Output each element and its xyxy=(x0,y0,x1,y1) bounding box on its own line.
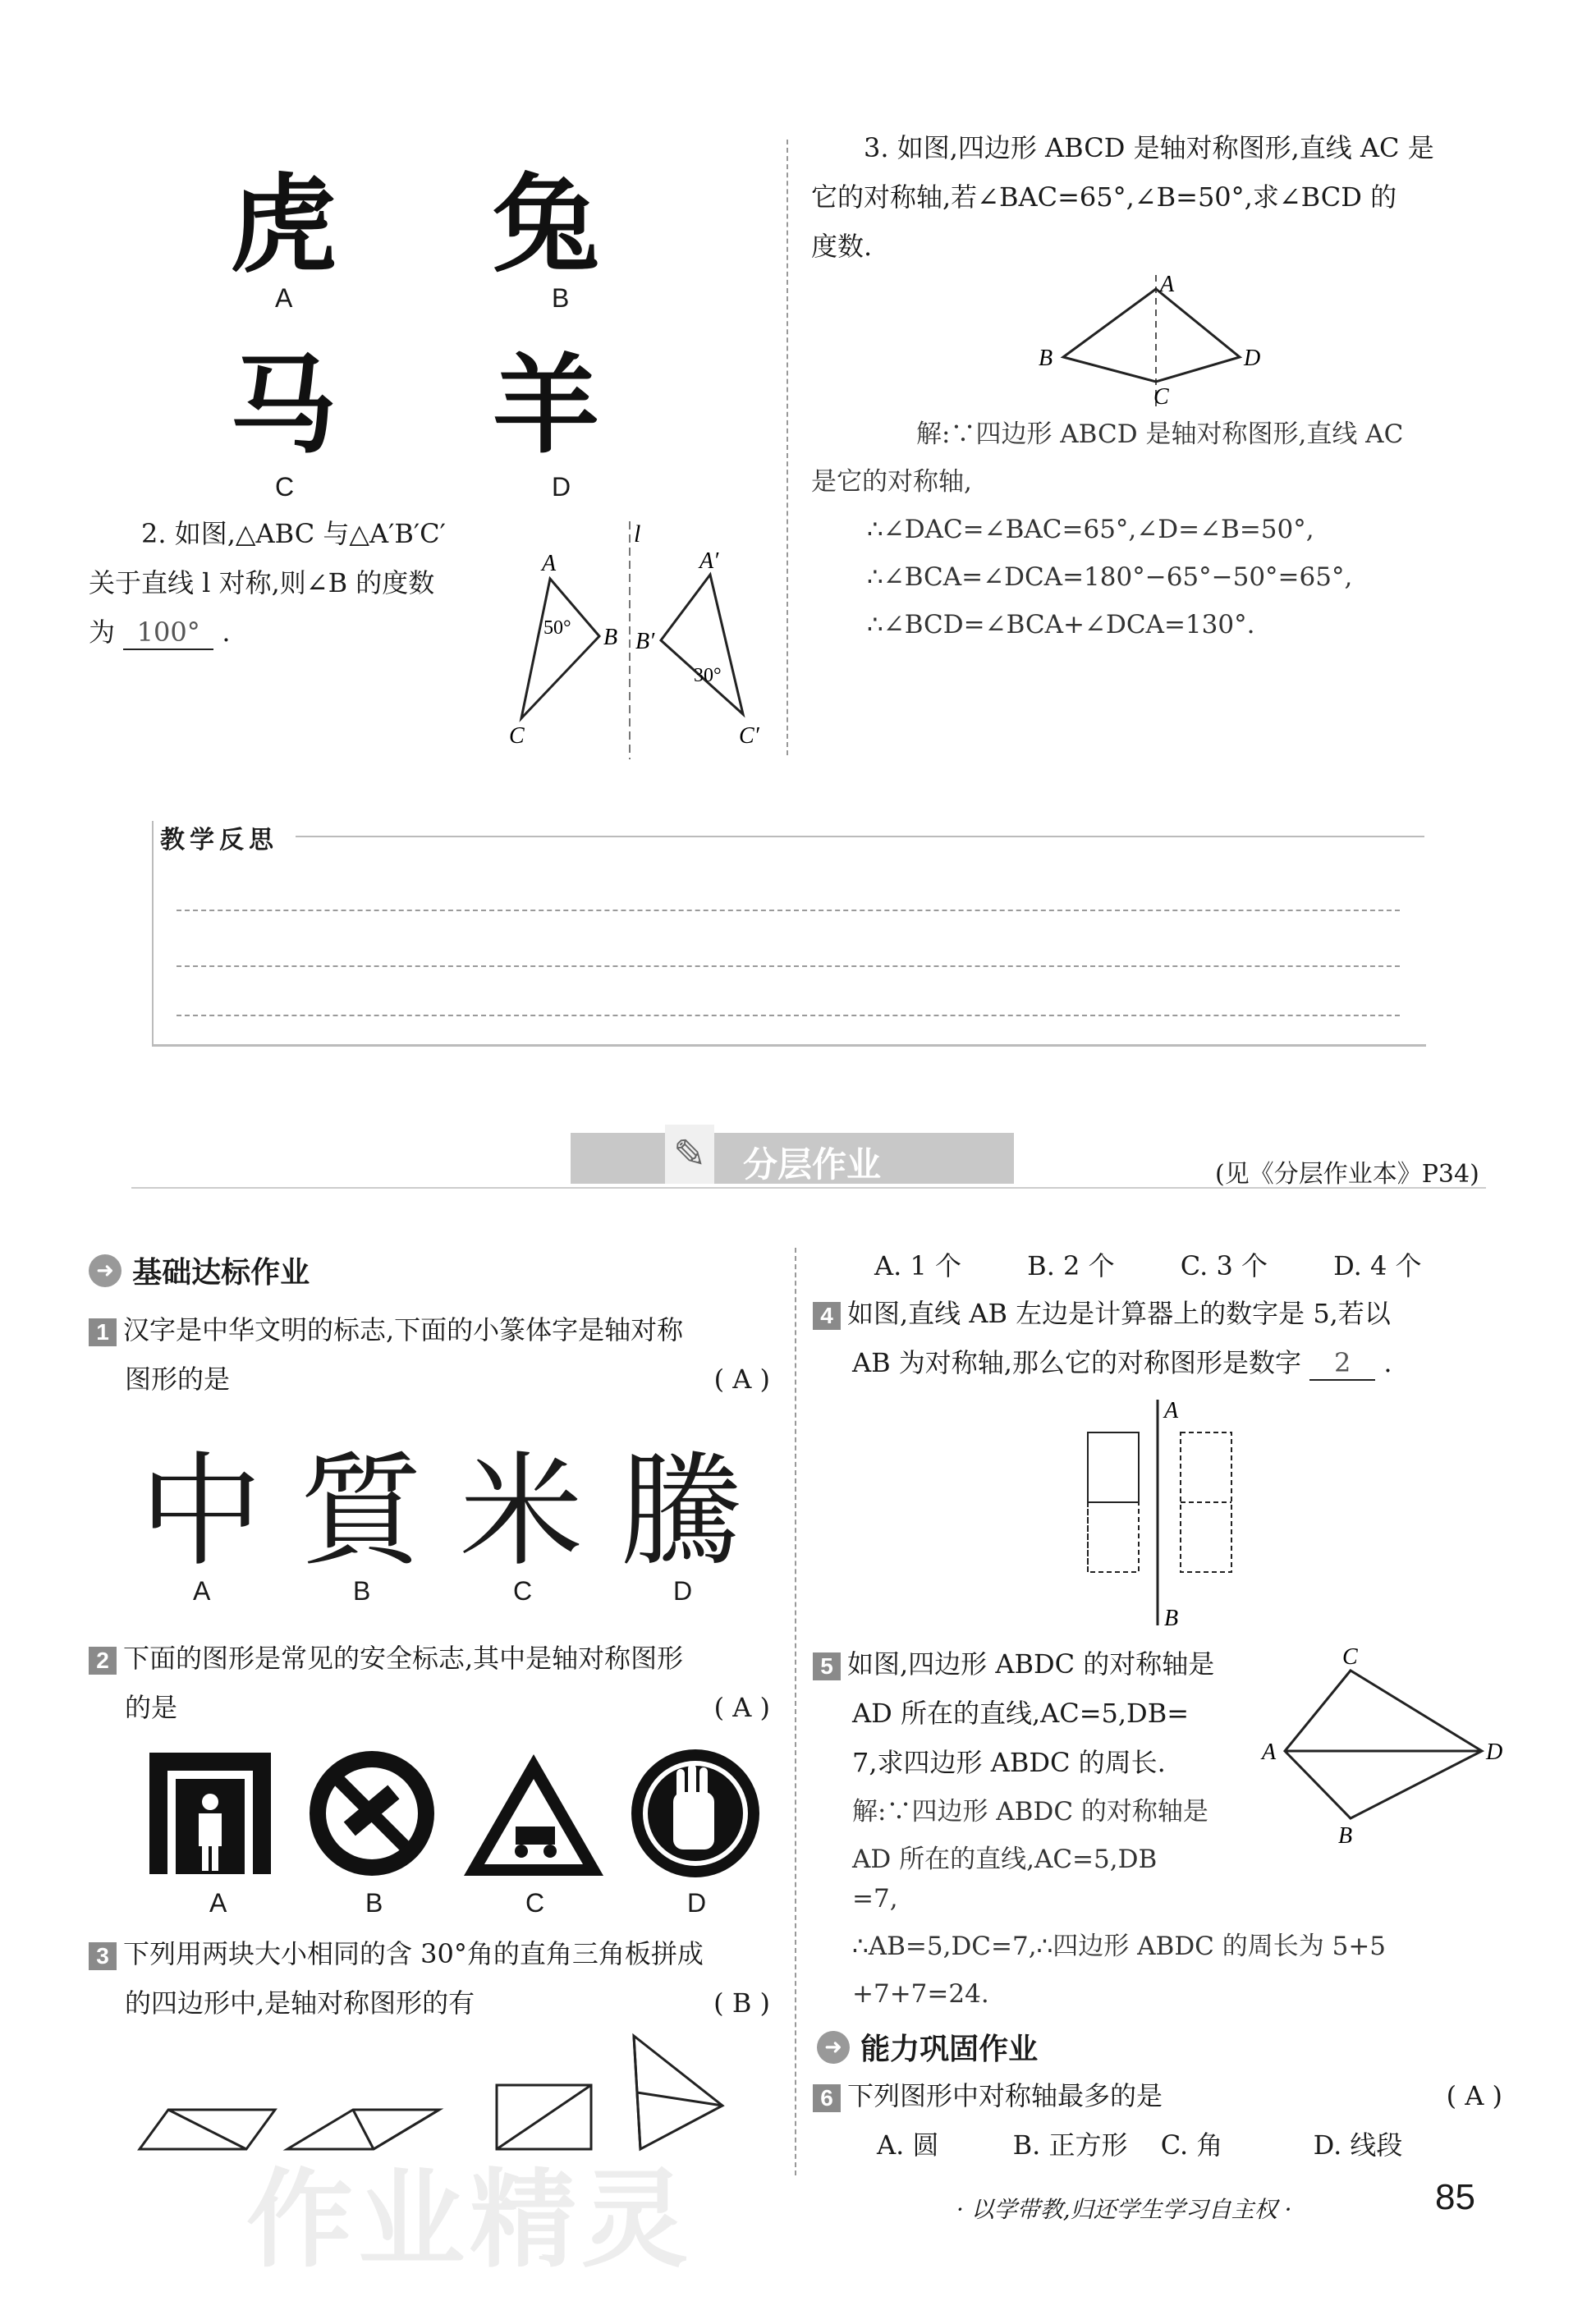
q1-number: 1 xyxy=(89,1318,117,1346)
q5-sol2: AD 所在的直线,AC=5,DB xyxy=(852,1845,1158,1874)
q2-answer: ( A ) xyxy=(713,1692,770,1723)
zodiac-label-d: D xyxy=(552,472,571,502)
label-b: B xyxy=(1164,1606,1179,1631)
q1-line1: 汉字是中华文明的标志,下面的小篆体字是轴对称 xyxy=(123,1314,684,1345)
top-q2-triangles-figure xyxy=(493,517,788,763)
zodiac-char-c: 马 xyxy=(230,343,337,468)
seal-char-c: 米 xyxy=(460,1441,584,1584)
q6-answer: ( A ) xyxy=(1446,2080,1502,2111)
zodiac-char-b: 兔 xyxy=(493,163,600,287)
banner-icon: ✎ xyxy=(665,1125,714,1184)
angle-30: 30° xyxy=(694,665,722,686)
footer-slogan: · 以学带教,归还学生学习自主权 · xyxy=(956,2196,1292,2223)
top-q3-text xyxy=(811,123,1517,271)
sol-line1: 解:∵四边形 ABCD 是轴对称图形,直线 AC xyxy=(916,419,1404,449)
seal-label-c: C xyxy=(513,1576,533,1606)
page-number: 85 xyxy=(1435,2177,1475,2217)
label-a: A xyxy=(1262,1740,1277,1765)
label-d: D xyxy=(1244,346,1261,371)
ability-header xyxy=(817,2026,1038,2068)
header-arrow-icon: ➜ xyxy=(817,2031,850,2064)
label-b2: B′ xyxy=(635,629,655,654)
reflection-top-line xyxy=(296,836,1424,837)
top-q3-solution xyxy=(811,410,1517,649)
zodiac-label-b: B xyxy=(552,283,570,313)
q6-option-d: D. 线段 xyxy=(1313,2129,1403,2161)
sol-line4: ∴∠BCA=∠DCA=180°−65°−50°=65°, xyxy=(867,562,1353,592)
basic-q1 xyxy=(89,1305,778,1404)
seal-label-b: B xyxy=(353,1576,371,1606)
reflection-line-2 xyxy=(177,965,1400,967)
top-q3-line3: 度数. xyxy=(811,231,873,262)
q6-line1: 下列图形中对称轴最多的是 xyxy=(847,2080,1163,2111)
quad-abcd xyxy=(1063,289,1240,382)
reflection-box xyxy=(152,821,1426,1047)
q5-sol1: 解:∵四边形 ABDC 的对称轴是 xyxy=(852,1797,1208,1827)
q6-number: 6 xyxy=(813,2084,841,2112)
option-a: A. 1 个 xyxy=(874,1250,961,1281)
reflection-line-3 xyxy=(177,1015,1400,1016)
label-d: D xyxy=(1486,1740,1503,1765)
sign-a-elevator-icon xyxy=(149,1753,271,1874)
sign-label-d: D xyxy=(687,1888,707,1918)
q5-line2: AD 所在的直线,AC=5,DB= xyxy=(852,1698,1190,1729)
seal-char-a: 中 xyxy=(140,1441,264,1584)
top-q2-suffix: . xyxy=(222,617,231,648)
sign-label-c: C xyxy=(525,1888,545,1918)
banner-title: 分层作业 xyxy=(743,1144,882,1185)
q5-sol3: =7, xyxy=(852,1884,898,1914)
sign-label-a: A xyxy=(209,1888,227,1918)
label-a: A xyxy=(542,551,557,576)
label-b: B xyxy=(603,625,618,650)
q6 xyxy=(813,2071,1502,2170)
top-q2-line3 xyxy=(89,607,532,657)
q2-line2: 的是 xyxy=(125,1692,178,1723)
top-q2-answer: 100° xyxy=(123,616,213,650)
q5-sol5: +7+7=24. xyxy=(852,1979,989,2009)
ability-header-text: 能力巩固作业 xyxy=(860,2032,1039,2065)
zodiac-char-d: 羊 xyxy=(493,343,600,468)
sign-b-no-smoking-icon xyxy=(310,1751,434,1876)
top-q2-line1: 2. 如图,△ABC 与△A′B′C′ xyxy=(141,518,446,549)
q3-line1: 下列用两块大小相同的含 30°角的直角三角板拼成 xyxy=(123,1938,704,1969)
label-c: C xyxy=(1153,384,1169,410)
q1-answer: ( A ) xyxy=(713,1364,770,1395)
zodiac-figure xyxy=(197,131,657,509)
q5-solution xyxy=(852,1788,1542,2018)
digit-mirror xyxy=(1181,1432,1231,1572)
label-c: C xyxy=(509,723,525,749)
reflection-title: 教学反思 xyxy=(160,826,278,855)
seal-label-d: D xyxy=(673,1576,693,1606)
label-b: B xyxy=(1039,346,1053,371)
column-divider-top xyxy=(787,140,788,755)
zodiac-char-a: 虎 xyxy=(230,163,337,287)
quad-4 xyxy=(634,2036,722,2149)
banner-ref: (见《分层作业本》P34) xyxy=(1215,1160,1479,1189)
label-c: C xyxy=(1342,1646,1358,1670)
banner xyxy=(571,1133,1014,1184)
seal-chars-figure xyxy=(131,1412,755,1609)
header-arrow-icon: ➜ xyxy=(89,1254,122,1287)
basic-q2 xyxy=(89,1634,778,1732)
q6-option-c: C. 角 xyxy=(1160,2129,1223,2161)
signs-labels xyxy=(140,1888,780,1921)
q3-number: 3 xyxy=(89,1942,117,1970)
seal-char-b: 質 xyxy=(300,1441,424,1584)
column-divider-bottom xyxy=(795,1248,796,2175)
sol-line5: ∴∠BCD=∠BCA+∠DCA=130°. xyxy=(867,610,1255,639)
q4-number: 4 xyxy=(813,1302,841,1330)
sol-line3: ∴∠DAC=∠BAC=65°,∠D=∠B=50°, xyxy=(867,515,1314,544)
q4 xyxy=(813,1289,1535,1387)
q6-option-b: B. 正方形 xyxy=(1012,2129,1128,2161)
q4-line2-prefix: AB 为对称轴,那么它的对称图形是数字 xyxy=(852,1347,1301,1378)
seal-char-d: 騰 xyxy=(620,1441,744,1584)
basic-q3 xyxy=(89,1929,778,2028)
triangle-abc xyxy=(521,579,599,718)
option-c: C. 3 个 xyxy=(1180,1250,1268,1281)
axis-label-l: l xyxy=(634,520,641,548)
q2-number: 2 xyxy=(89,1647,117,1675)
zodiac-label-c: C xyxy=(275,472,295,502)
safety-signs-figure xyxy=(140,1744,780,1892)
q5-sol4: ∴AB=5,DC=7,∴四边形 ABDC 的周长为 5+5 xyxy=(852,1932,1387,1961)
sign-c-warning-icon xyxy=(464,1754,603,1876)
label-a: A xyxy=(1164,1398,1179,1423)
q4-digit-figure xyxy=(1075,1391,1273,1638)
zodiac-label-a: A xyxy=(275,283,293,313)
top-q2-line2: 关于直线 l 对称,则∠B 的度数 xyxy=(89,567,435,598)
reflection-line-1 xyxy=(177,910,1400,911)
q6-option-a: A. 圆 xyxy=(877,2129,939,2161)
q5-number: 5 xyxy=(813,1652,841,1680)
label-c2: C′ xyxy=(739,723,759,749)
sign-d-gloves-icon xyxy=(631,1749,759,1877)
q4-line1: 如图,直线 AB 左边是计算器上的数字是 5,若以 xyxy=(847,1298,1391,1329)
q4-line2-suffix: . xyxy=(1383,1347,1392,1378)
q5 xyxy=(813,1639,1273,1787)
top-q2-text xyxy=(89,509,532,657)
q3-answer: ( B ) xyxy=(713,1987,770,2019)
sign-label-b: B xyxy=(365,1888,383,1918)
top-q3-line1: 3. 如图,四边形 ABCD 是轴对称图形,直线 AC 是 xyxy=(864,132,1434,163)
label-a: A xyxy=(1160,272,1175,297)
seal-label-a: A xyxy=(193,1576,211,1606)
q5-line1: 如图,四边形 ABDC 的对称轴是 xyxy=(847,1648,1215,1680)
option-d: D. 4 个 xyxy=(1333,1250,1422,1281)
q3-options xyxy=(874,1241,1580,1290)
label-b: B xyxy=(1338,1823,1353,1843)
option-b: B. 2 个 xyxy=(1027,1250,1115,1281)
basic-header-text: 基础达标作业 xyxy=(132,1255,310,1289)
top-q3-line2: 它的对称轴,若∠BAC=65°,∠B=50°,求∠BCD 的 xyxy=(811,181,1397,213)
angle-50: 50° xyxy=(543,617,571,639)
q2-line1: 下面的图形是常见的安全标志,其中是轴对称图形 xyxy=(123,1643,684,1674)
sol-line2: 是它的对称轴, xyxy=(811,467,972,497)
digit-5 xyxy=(1088,1432,1139,1572)
top-q3-quadrilateral-figure xyxy=(1026,271,1289,410)
q3-line2: 的四边形中,是轴对称图形的有 xyxy=(125,1987,475,2019)
label-a2: A′ xyxy=(699,548,719,574)
q4-answer: 2 xyxy=(1309,1346,1375,1381)
q5-line3: 7,求四边形 ABDC 的周长. xyxy=(852,1747,1166,1778)
top-q2-prefix: 为 xyxy=(89,617,116,648)
watermark: 作业精灵 xyxy=(246,2157,694,2282)
triangle-a2b2c2 xyxy=(661,575,743,714)
q1-line2: 图形的是 xyxy=(125,1364,231,1395)
basic-header xyxy=(89,1249,310,1291)
